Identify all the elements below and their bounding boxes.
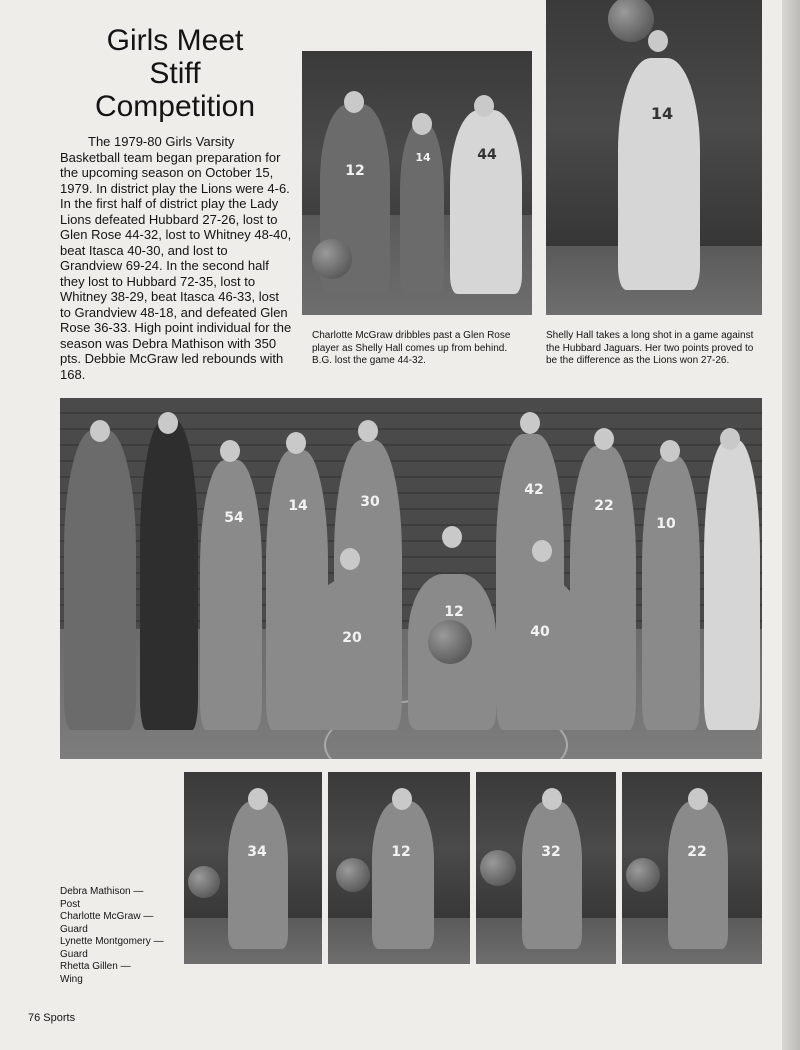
story-text: The 1979-80 Girls Varsity Basketball team began preparation for the upcoming season on October 15, 1979. In district play the Lions were 4-6. In the first half of district play the Lady Lions defeated Hubbard 27-26, lost to Glen Rose 44-32, lost to Whitney 48-40, beat Itasca 40-30, and lost to Grandview 69-24. In the second half they lost to Hubbard 72-35, lost to Whitney 38-29, beat Itasca 46-33, lost to Grandview 48-18, and defeated Glen Rose 36-33. High point individual for the season was Debra Mathison with 350 pts. Debbie McGraw led rebounds with 168.	[60, 134, 292, 382]
portrait-gillen	[622, 772, 762, 964]
jersey-number: 42	[524, 482, 544, 498]
basketball	[480, 850, 516, 886]
action-photo-dribble	[302, 51, 532, 315]
jersey-number: 10	[656, 516, 676, 532]
jersey-number: 14	[415, 151, 431, 164]
basketball	[188, 866, 220, 898]
basketball	[312, 239, 352, 279]
roster-line: Charlotte McGraw —	[60, 911, 154, 922]
basketball	[336, 858, 370, 892]
jersey-number: 14	[650, 104, 674, 123]
caption-dribble: Charlotte McGraw dribbles past a Glen Rose player as Shelly Hall comes up from behind. B.G. lost the game 44-32.	[312, 330, 511, 366]
roster-line: Wing	[60, 973, 83, 985]
jersey-number: 44	[477, 147, 497, 163]
jersey-number: 12	[444, 604, 464, 620]
headline-line-3: Competition	[94, 90, 256, 123]
jersey-number: 14	[288, 498, 308, 514]
jersey-number: 12	[391, 844, 411, 860]
page-binding-edge	[782, 0, 800, 1050]
jersey-number: 34	[247, 844, 267, 860]
roster-line: Lynette Montgomery —	[60, 936, 164, 947]
basketball	[608, 0, 654, 42]
roster-line: Debra Mathison —	[60, 886, 144, 897]
jersey-number: 22	[594, 498, 614, 514]
jersey-number: 30	[360, 494, 380, 510]
action-photo-long-shot	[546, 0, 762, 315]
roster-line: Post	[60, 898, 81, 910]
roster-line: Guard	[60, 948, 88, 960]
jersey-number: 22	[687, 844, 707, 860]
jersey-number: 20	[342, 630, 362, 646]
page-footer: 76 Sports	[28, 1012, 76, 1024]
portrait-mcgraw	[328, 772, 470, 964]
jersey-number: 54	[224, 510, 244, 526]
team-photo	[60, 398, 762, 759]
page-title	[62, 24, 288, 123]
headline-line-2: Stiff	[149, 57, 201, 90]
jersey-number: 32	[541, 844, 561, 860]
roster-line: Rhetta Gillen —	[60, 961, 131, 972]
portrait-mathison	[184, 772, 322, 964]
headline-line-1: Girls Meet	[106, 24, 244, 57]
basketball	[428, 620, 472, 664]
jersey-number: 40	[530, 624, 550, 640]
jersey-number: 12	[345, 163, 365, 179]
portrait-montgomery	[476, 772, 616, 964]
caption-long-shot: Shelly Hall takes a long shot in a game against the Hubbard Jaguars. Her two points proved to be the difference as the Lions won 27-26.	[546, 330, 754, 366]
roster-line: Guard	[60, 923, 88, 935]
portrait-roster	[60, 886, 184, 986]
basketball	[626, 858, 660, 892]
